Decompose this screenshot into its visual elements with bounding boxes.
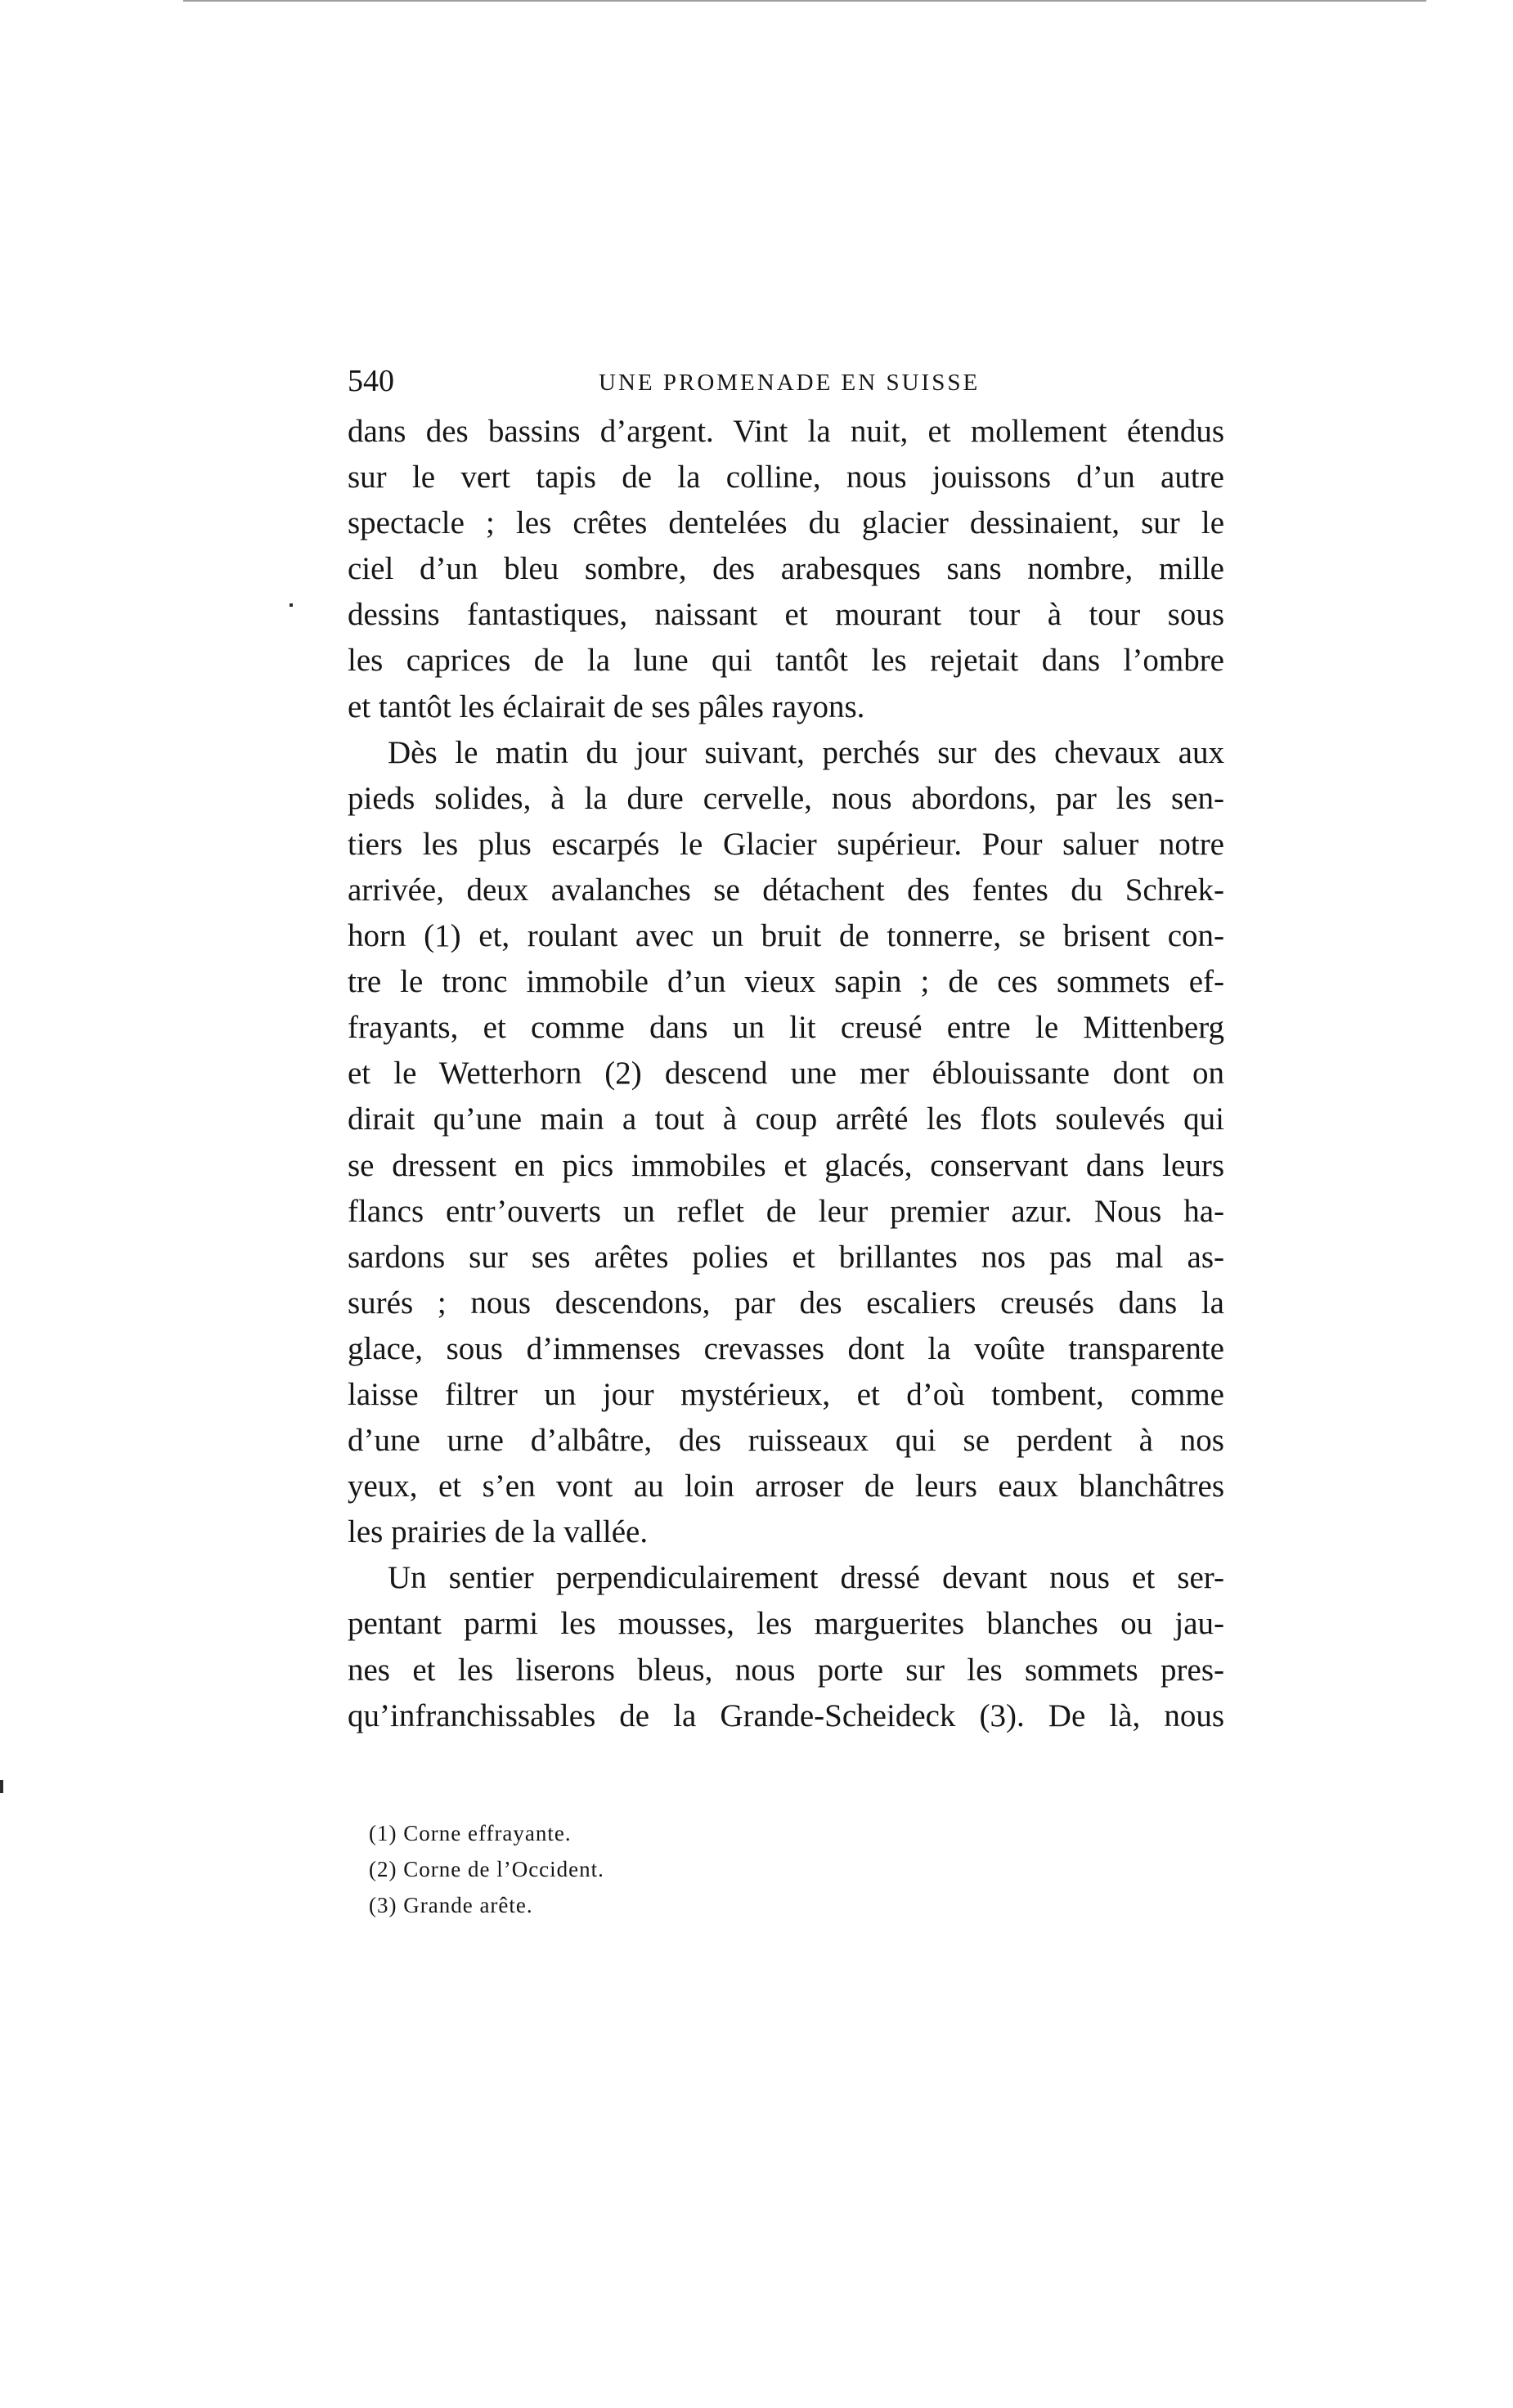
text-line: laisse filtrer un jour mystérieux, et d’où tombent, comme [348, 1376, 1224, 1412]
text-line: flancs entr’ouverts un reflet de leur premier azur. Nous ha- [348, 1193, 1224, 1229]
text-line: et le Wetterhorn (2) descend une mer éblouissante dont on [348, 1056, 1224, 1092]
text-line: pentant parmi les mousses, les marguerites blanches ou jau- [348, 1606, 1224, 1642]
paragraph-start-line: Dès le matin du jour suivant, perchés sur des chevaux aux [388, 734, 1224, 770]
scan-top-rule [183, 0, 1426, 2]
scan-left-mark [0, 1780, 3, 1793]
text-line: qu’infranchissables de la Grande-Scheideck (3). De là, nous [348, 1697, 1224, 1733]
text-line: et tantôt les éclairait de ses pâles rayons. [348, 688, 865, 724]
footnote: (2) Corne de l’Occident. [369, 1857, 604, 1881]
text-line: se dressent en pics immobiles et glacés, conservant dans leurs [348, 1147, 1224, 1183]
main-text [348, 409, 1224, 1739]
text-line: dirait qu’une main a tout à coup arrêté les flots soulevés qui [348, 1101, 1224, 1137]
text-line: glace, sous d’immenses crevasses dont la voûte transparente [348, 1330, 1224, 1366]
footnote: (1) Corne effrayante. [369, 1821, 572, 1845]
text-line: tiers les plus escarpés le Glacier supérieur. Pour saluer notre [348, 826, 1224, 862]
page-number: 540 [348, 364, 394, 398]
text-line: surés ; nous descendons, par des escaliers creusés dans la [348, 1285, 1224, 1321]
footnote: (3) Grande arête. [369, 1893, 533, 1917]
text-line: les caprices de la lune qui tantôt les rejetait dans l’ombre [348, 643, 1224, 679]
paragraph-start-line: Un sentier perpendiculairement dressé devant nous et ser- [388, 1560, 1224, 1596]
text-line: sardons sur ses arêtes polies et brillantes nos pas mal as- [348, 1239, 1224, 1275]
text-line: arrivée, deux avalanches se détachent des fentes du Schrek- [348, 872, 1224, 908]
text-line: tre le tronc immobile d’un vieux sapin ; de ces sommets ef- [348, 964, 1224, 1000]
text-line: pieds solides, à la dure cervelle, nous abordons, par les sen- [348, 780, 1224, 816]
text-line: dessins fantastiques, naissant et mourant tour à tour sous [348, 597, 1224, 633]
text-line: spectacle ; les crêtes dentelées du glacier dessinaient, sur le [348, 505, 1224, 541]
text-line: frayants, et comme dans un lit creusé entre le Mittenberg [348, 1010, 1224, 1046]
text-line: nes et les liserons bleus, nous porte sur les sommets pres- [348, 1652, 1224, 1688]
text-line: sur le vert tapis de la colline, nous jouissons d’un autre [348, 460, 1224, 496]
text-line: dans des bassins d’argent. Vint la nuit, et mollement étendus [348, 414, 1224, 449]
text-line: yeux, et s’en vont au loin arroser de leurs eaux blanchâtres [348, 1469, 1224, 1504]
scan-dot [290, 603, 293, 607]
text-line: les prairies de la vallée. [348, 1514, 649, 1550]
text-line: horn (1) et, roulant avec un bruit de tonnerre, se brisent con- [348, 918, 1224, 954]
footnotes [369, 1815, 860, 1923]
text-line: ciel d’un bleu sombre, des arabesques sans nombre, mille [348, 551, 1224, 587]
running-title: UNE PROMENADE EN SUISSE [599, 370, 981, 396]
text-line: d’une urne d’albâtre, des ruisseaux qui se perdent à nos [348, 1423, 1224, 1459]
page-header [348, 358, 1224, 404]
